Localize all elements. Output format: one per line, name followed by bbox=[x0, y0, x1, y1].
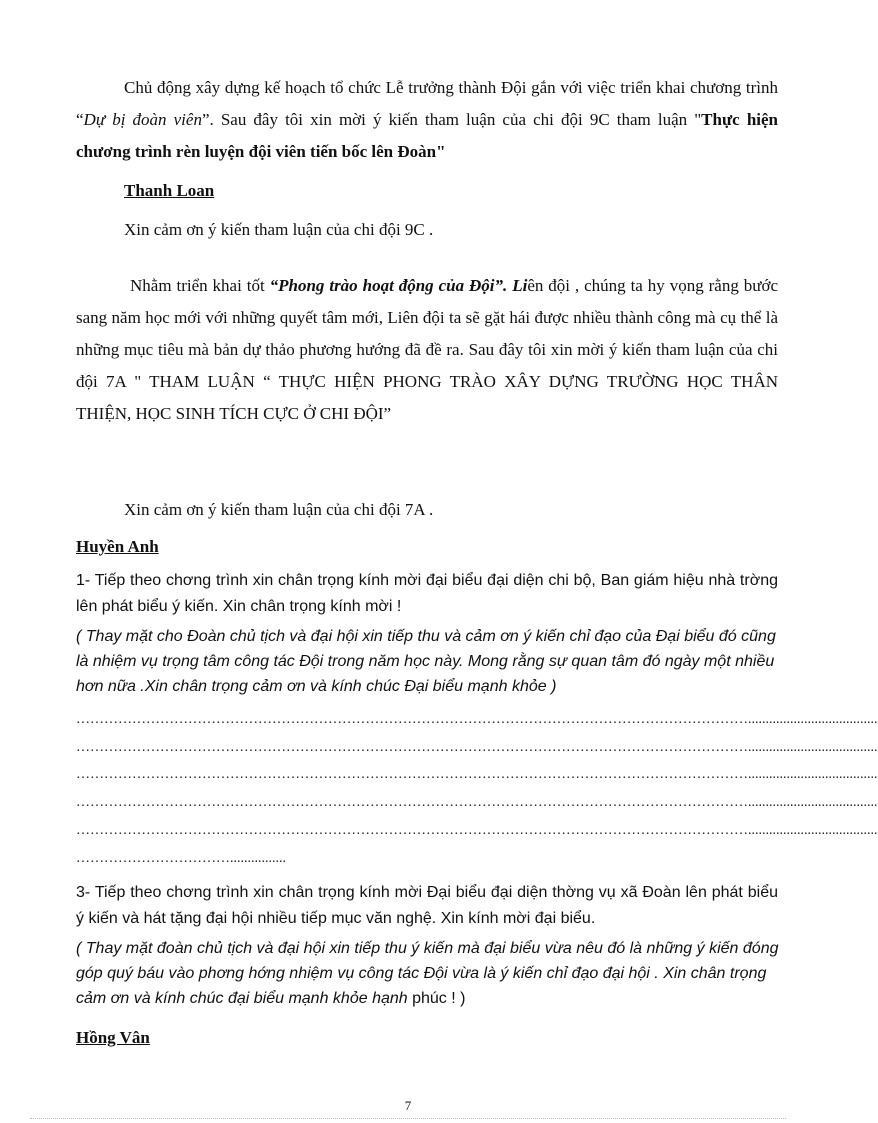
paragraph-movement: Nhằm triển khai tốt “Phong trào hoạt động của Đội”. Liên đội , chúng ta hy vọng rằng bước sang năm học mới với những quyết tâm mới, Liên đội ta sẽ gặt hái được nhiều thành công mà cụ thể là những mục tiêu mà bản dự thảo phương hướng đã đề ra. Sau đây tôi xin mời ý kiến tham luận của chi đội 7A " THAM LUẬN “ THỰC HIỆN PHONG TRÀO XÂY DỰNG TRƯỜNG HỌC THÂN THIỆN, HỌC SINH TÍCH CỰC Ở CHI ĐỘI” bbox=[76, 276, 779, 423]
dotted-line: ………………………………………………………………………………………………………………………………..................................... bbox=[76, 767, 878, 782]
note-italic: ( Thay mặt cho Đoàn chủ tịch và đại hội xin tiếp thu và cảm ơn ý kiến chỉ đạo của Đại biểu đó cũng là nhiệm vụ trọng tâm công tác Đội trong năm học này. Mong rằng sự quan tâm đó ngày một nhiều hơn nữa .Xin chân trọng cảm ơn và kính chúc Đại biểu mạnh khỏe ) bbox=[76, 628, 776, 695]
dotted-line: ……………………………................ bbox=[76, 851, 286, 866]
speaker-name: Hồng Vân bbox=[76, 1028, 150, 1047]
thanks-line: Xin cảm ơn ý kiến tham luận của chi đội 9C . bbox=[124, 220, 434, 239]
footer-divider bbox=[30, 1118, 786, 1119]
speaker-name: Thanh Loan bbox=[124, 181, 215, 200]
dotted-line: ………………………………………………………………………………………………………………………………..................................... bbox=[76, 712, 878, 727]
speaker-name: Huyền Anh bbox=[76, 537, 159, 556]
dotted-line: ………………………………………………………………………………………………………………………………..................................... bbox=[76, 795, 878, 810]
dotted-line: ………………………………………………………………………………………………………………………………..................................... bbox=[76, 740, 878, 755]
note-italic: ( Thay mặt đoàn chủ tịch và đại hội xin tiếp thu ý kiến mà đại biểu vừa nêu đó là những ý kiến đóng góp quý báu vào phơng hớng nhiệm vụ công tác Đội vừa là ý kiến chỉ đạo đại hội . Xin chân trọng cảm ơn và kính chúc đại biểu mạnh khỏe hạnh phúc ! ) bbox=[76, 940, 779, 1007]
agenda-item-1: 1- Tiếp theo chơng trình xin chân trọng kính mời đại biểu đại diện chi bộ, Ban giám hiệu nhà trờng lên phát biểu ý kiến. Xin chân trọng kính mời ! bbox=[76, 572, 778, 615]
agenda-item-3: 3- Tiếp theo chơng trình xin chân trọng kính mời Đại biểu đại diện thờng vụ xã Đoàn lên phát biểu ý kiến và hát tặng đại hội nhiều tiếp mục văn nghệ. Xin kính mời đại biểu. bbox=[76, 884, 778, 927]
paragraph-intro: Chủ động xây dựng kế hoạch tổ chức Lễ trưởng thành Đội gắn với việc triển khai chương trình “Dự bị đoàn viên”. Sau đây tôi xin mời ý kiến tham luận của chi đội 9C tham luận "Thực hiện chương trình rèn luyện đội viên tiến bốc lên Đoàn" bbox=[76, 78, 778, 161]
thanks-line: Xin cảm ơn ý kiến tham luận của chi đội 7A . bbox=[124, 500, 434, 519]
dotted-line: ………………………………………………………………………………………………………………………………..................................... bbox=[76, 823, 878, 838]
page-number: 7 bbox=[404, 1098, 412, 1113]
